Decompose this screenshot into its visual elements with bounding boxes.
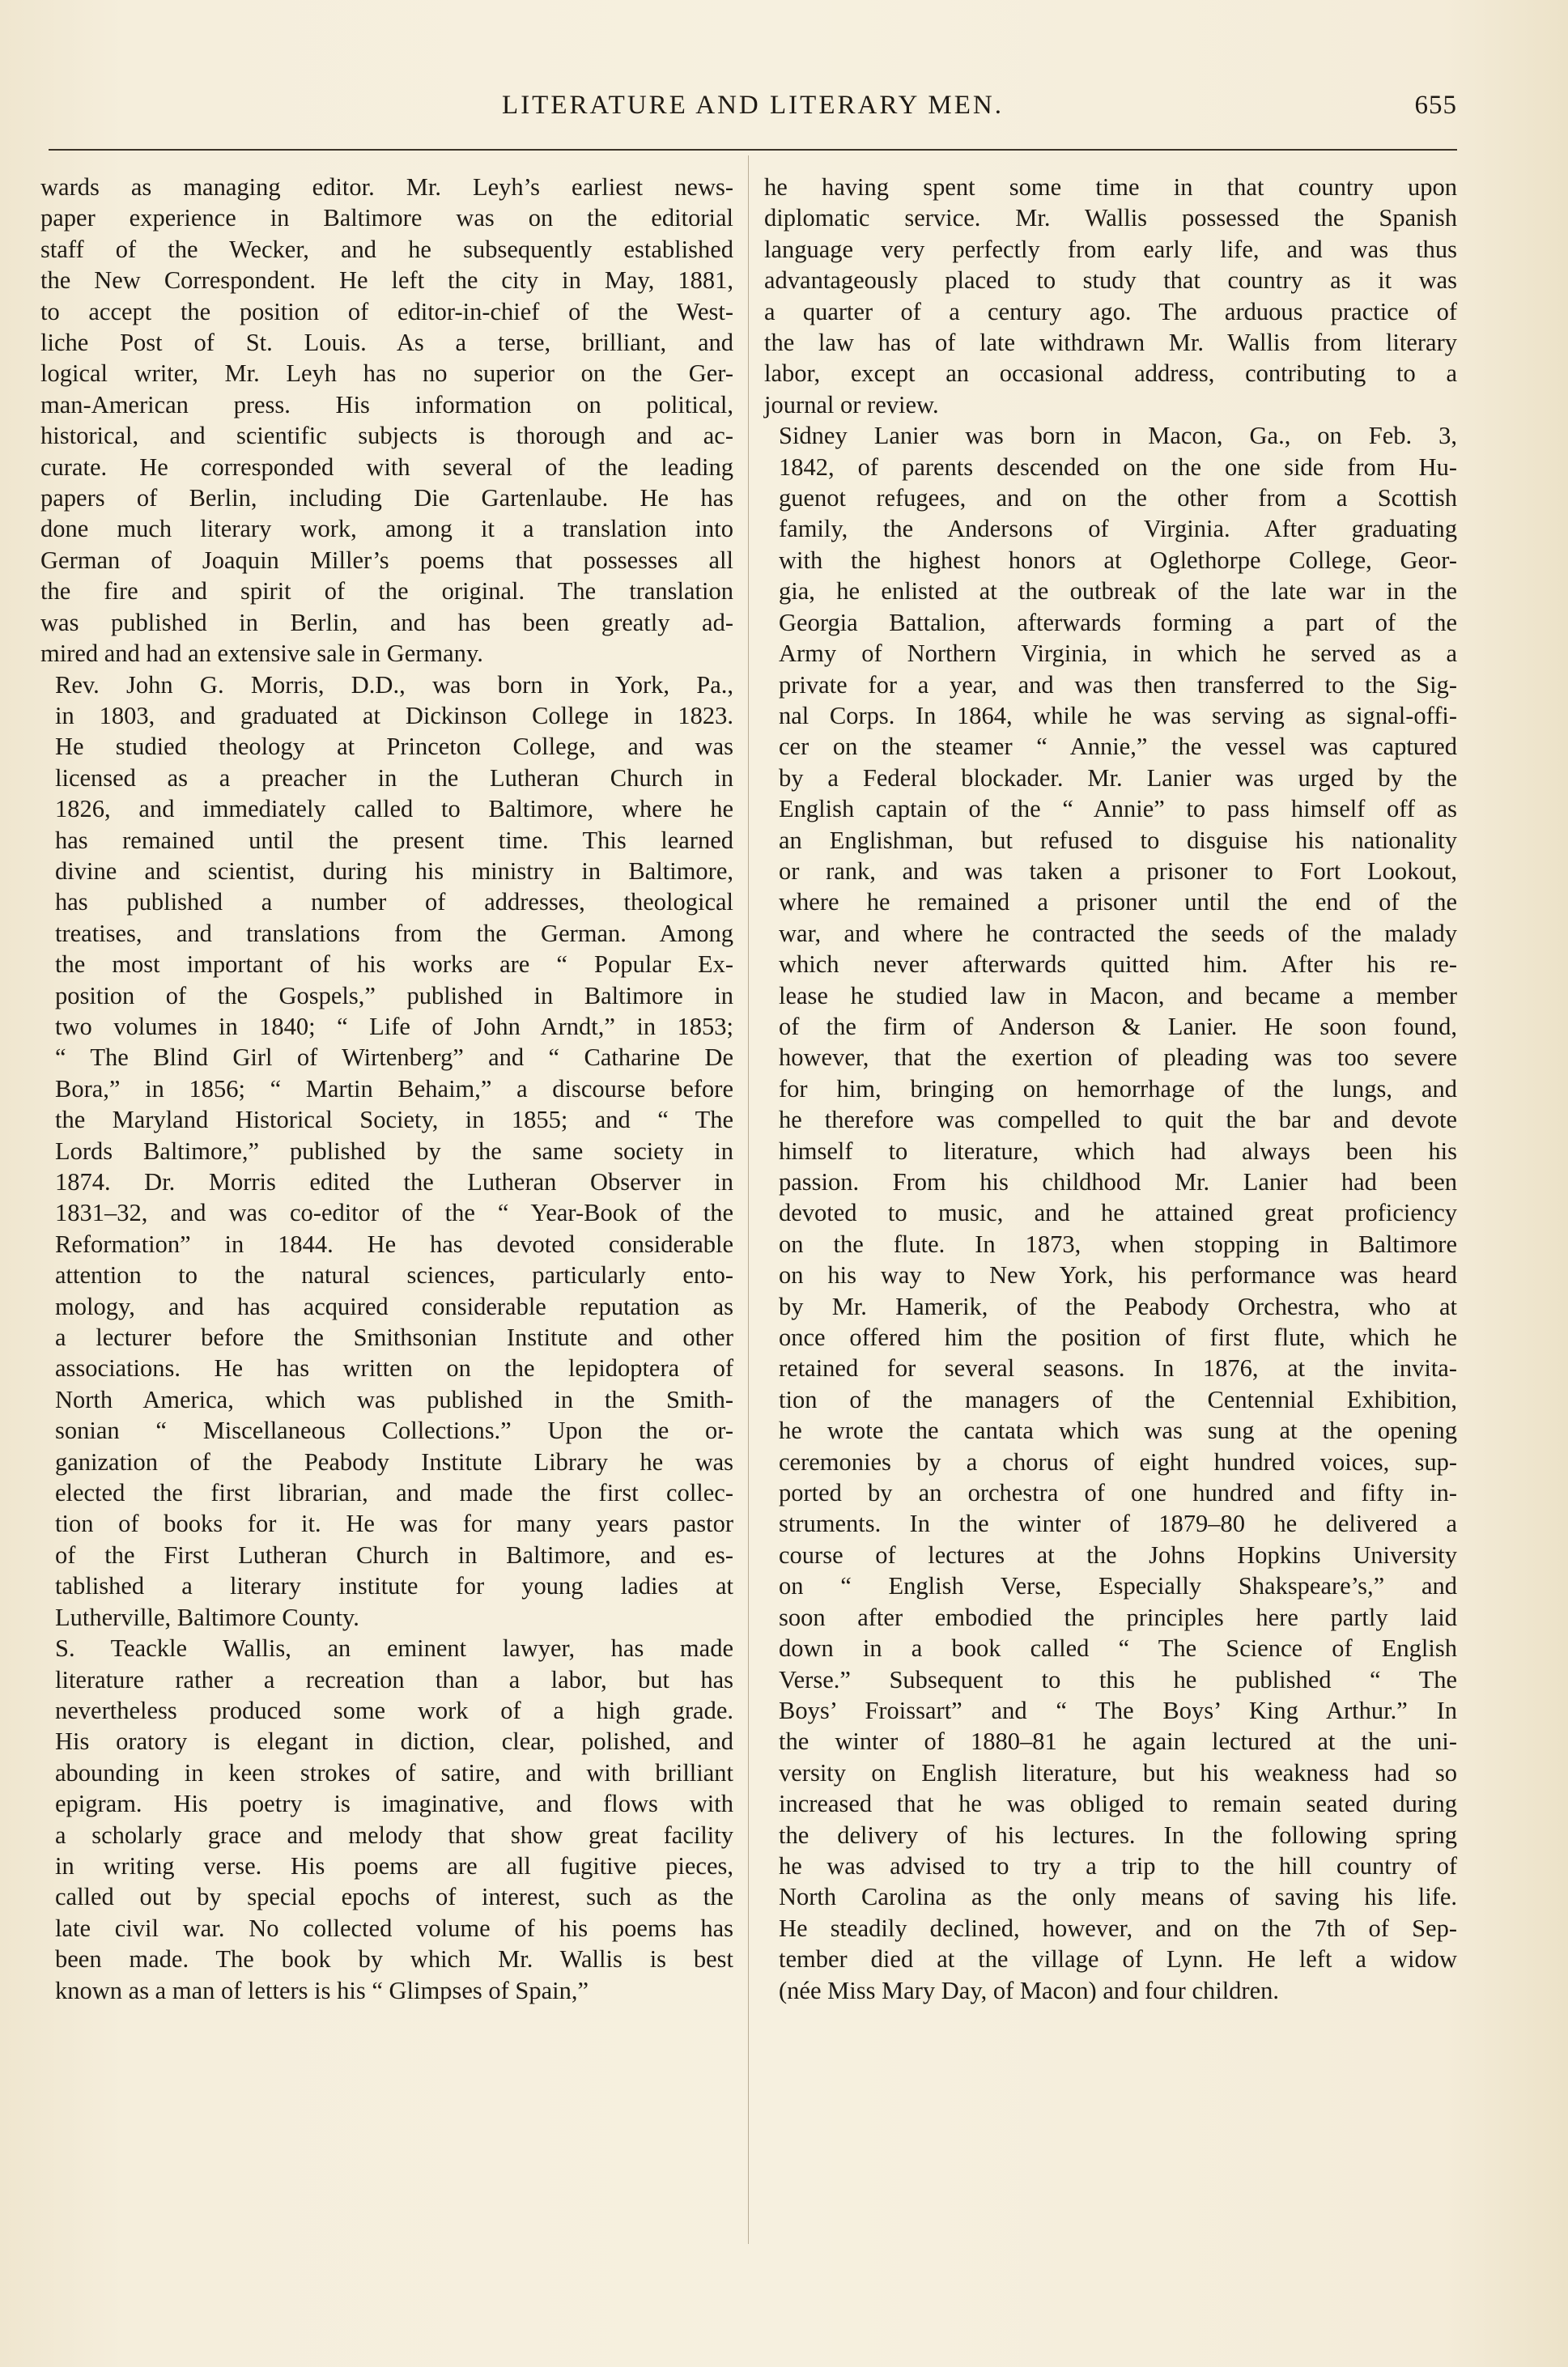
text-line: Boys’ Froissart” and “ The Boys’ King Arthur.” In	[779, 1696, 1457, 1724]
text-line: He studied theology at Princeton College, and was	[55, 733, 733, 761]
text-line: tablished a literary institute for young ladies at	[55, 1572, 733, 1600]
text-line: where he remained a prisoner until the end of the	[779, 888, 1457, 916]
text-line: gia, he enlisted at the outbreak of the late war in the	[779, 577, 1457, 606]
text-line: of the First Lutheran Church in Baltimore, and es-	[55, 1540, 733, 1569]
text-line: curate. He corresponded with several of the leading	[40, 453, 733, 481]
text-line: lease he studied law in Macon, and became a member	[779, 981, 1457, 1009]
text-line: family, the Andersons of Virginia. After graduating	[779, 515, 1457, 543]
header-rule	[49, 149, 1457, 151]
text-line: which never afterwards quitted him. After his re-	[779, 950, 1457, 979]
text-line: a scholarly grace and melody that show great facility	[55, 1821, 733, 1849]
text-line: language very perfectly from early life, and was thus	[764, 235, 1457, 263]
running-head-title: LITERATURE AND LITERARY MEN.	[502, 91, 1004, 120]
text-line: been made. The book by which Mr. Wallis is best	[55, 1945, 733, 1974]
paragraph	[40, 1633, 733, 2006]
text-line: he therefore was compelled to quit the bar and devote	[779, 1106, 1457, 1134]
paragraph	[40, 669, 733, 1634]
text-line: mired and had an extensive sale in Germany.	[40, 640, 483, 668]
text-line: ceremonies by a chorus of eight hundred voices, sup-	[779, 1447, 1457, 1476]
text-line: guenot refugees, and on the other from a Scottish	[779, 484, 1457, 512]
text-line: “ The Blind Girl of Wirtenberg” and “ Catharine De	[55, 1043, 733, 1072]
text-line: tion of the managers of the Centennial Exhibition,	[779, 1385, 1457, 1413]
text-line: historical, and scientific subjects is thorough and ac-	[40, 422, 733, 450]
text-line: private for a year, and was then transferred to the Sig-	[779, 670, 1457, 699]
running-head	[49, 87, 1457, 128]
text-line: ganization of the Peabody Institute Library he was	[55, 1447, 733, 1476]
text-line: done much literary work, among it a translation into	[40, 515, 733, 543]
text-line: down in a book called “ The Science of English	[779, 1634, 1457, 1663]
text-line: logical writer, Mr. Leyh has no superior on the Ger-	[40, 359, 733, 388]
text-line: divine and scientist, during his ministry in Baltimore,	[55, 856, 733, 885]
text-line: He steadily declined, however, and on the 7th of Sep-	[779, 1914, 1457, 1942]
text-line: Georgia Battalion, afterwards forming a part of the	[779, 608, 1457, 636]
text-line: Sidney Lanier was born in Macon, Ga., on Feb. 3,	[779, 422, 1457, 450]
text-line: devoted to music, and he attained great proficiency	[779, 1199, 1457, 1227]
text-line: two volumes in 1840; “ Life of John Arndt,” in 1853;	[55, 1012, 733, 1040]
text-line: he wrote the cantata which was sung at the opening	[779, 1417, 1457, 1445]
text-line: ported by an orchestra of one hundred and fifty in-	[779, 1479, 1457, 1507]
text-line: nevertheless produced some work of a high grade.	[55, 1696, 733, 1724]
text-line: however, that the exertion of pleading was too severe	[779, 1043, 1457, 1072]
text-line: has published a number of addresses, theological	[55, 888, 733, 916]
text-line: in 1803, and graduated at Dickinson College in 1823.	[55, 701, 733, 729]
text-line: tion of books for it. He was for many years pastor	[55, 1510, 733, 1538]
text-line: struments. In the winter of 1879–80 he delivered a	[779, 1510, 1457, 1538]
text-line: man-American press. His information on political,	[40, 390, 733, 419]
text-line: the winter of 1880–81 he again lectured at the uni-	[779, 1727, 1457, 1756]
text-line: nal Corps. In 1864, while he was serving as signal-offi-	[779, 701, 1457, 729]
text-line: attention to the natural sciences, particularly ento-	[55, 1261, 733, 1290]
text-line: on the flute. In 1873, when stopping in Baltimore	[779, 1230, 1457, 1258]
text-line: late civil war. No collected volume of his poems has	[55, 1914, 733, 1942]
text-line: war, and where he contracted the seeds of the malady	[779, 919, 1457, 947]
text-line: diplomatic service. Mr. Wallis possessed the Spanish	[764, 204, 1457, 232]
text-line: Reformation” in 1844. He has devoted considerable	[55, 1230, 733, 1258]
text-line: course of lectures at the Johns Hopkins University	[779, 1540, 1457, 1569]
text-line: paper experience in Baltimore was on the editorial	[40, 204, 733, 232]
text-line: Rev. John G. Morris, D.D., was born in York, Pa.,	[55, 670, 733, 699]
paragraph	[40, 172, 733, 669]
text-line: the Maryland Historical Society, in 1855; and “ The	[55, 1106, 733, 1134]
text-line: a lecturer before the Smithsonian Institute and other	[55, 1324, 733, 1352]
text-line: associations. He has written on the lepidoptera of	[55, 1354, 733, 1383]
text-line: the law has of late withdrawn Mr. Wallis from literary	[764, 329, 1457, 357]
text-line: he was advised to try a trip to the hill country of	[779, 1851, 1457, 1880]
text-line: to accept the position of editor-in-chief of the West-	[40, 297, 733, 325]
column-divider	[748, 155, 749, 2244]
text-line: by a Federal blockader. Mr. Lanier was urged by the	[779, 763, 1457, 792]
paragraph	[764, 420, 1457, 2006]
text-line: abounding in keen strokes of satire, and with brilliant	[55, 1758, 733, 1787]
text-line: has remained until the present time. This learned	[55, 826, 733, 854]
text-line: liche Post of St. Louis. As a terse, brilliant, and	[40, 329, 733, 357]
text-line: mology, and has acquired considerable reputation as	[55, 1292, 733, 1320]
text-line: elected the first librarian, and made the first collec-	[55, 1479, 733, 1507]
text-line: German of Joaquin Miller’s poems that possesses all	[40, 546, 733, 574]
text-line: Lutherville, Baltimore County.	[55, 1603, 359, 1631]
paragraph	[764, 172, 1457, 420]
text-line: Army of Northern Virginia, in which he served as a	[779, 640, 1457, 668]
text-line: North America, which was published in the Smith-	[55, 1385, 733, 1413]
text-line: journal or review.	[764, 390, 939, 419]
text-line: position of the Gospels,” published in Baltimore in	[55, 981, 733, 1009]
text-line: cer on the steamer “ Annie,” the vessel was captured	[779, 733, 1457, 761]
left-column	[40, 172, 733, 2006]
text-line: versity on English literature, but his weakness had so	[779, 1758, 1457, 1787]
text-line: the New Correspondent. He left the city in May, 1881,	[40, 266, 733, 295]
text-line: S. Teackle Wallis, an eminent lawyer, has made	[55, 1634, 733, 1663]
text-line: retained for several seasons. In 1876, at the invita-	[779, 1354, 1457, 1383]
text-line: increased that he was obliged to remain seated during	[779, 1790, 1457, 1818]
text-line: the most important of his works are “ Popular Ex-	[55, 950, 733, 979]
text-line: Lords Baltimore,” published by the same society in	[55, 1137, 733, 1165]
text-line: for him, bringing on hemorrhage of the lungs, and	[779, 1074, 1457, 1103]
text-line: (née Miss Mary Day, of Macon) and four children.	[779, 1976, 1279, 2004]
text-line: literature rather a recreation than a labor, but has	[55, 1665, 733, 1693]
text-line: called out by special epochs of interest, such as the	[55, 1883, 733, 1911]
text-line: on his way to New York, his performance was heard	[779, 1261, 1457, 1290]
text-line: 1831–32, and was co-editor of the “ Year-Book of the	[55, 1199, 733, 1227]
text-line: the delivery of his lectures. In the following spring	[779, 1821, 1457, 1849]
right-column	[764, 172, 1457, 2006]
page-number: 655	[1414, 91, 1457, 120]
text-line: His oratory is elegant in diction, clear, polished, and	[55, 1727, 733, 1756]
text-line: wards as managing editor. Mr. Leyh’s earliest news-	[40, 173, 733, 201]
text-line: labor, except an occasional address, contributing to a	[764, 359, 1457, 388]
text-line: known as a man of letters is his “ Glimpses of Spain,”	[55, 1976, 589, 2004]
text-line: epigram. His poetry is imaginative, and flows with	[55, 1790, 733, 1818]
text-line: treatises, and translations from the German. Among	[55, 919, 733, 947]
text-line: the fire and spirit of the original. The translation	[40, 577, 733, 606]
text-line: 1842, of parents descended on the one side from Hu-	[779, 453, 1457, 481]
text-line: licensed as a preacher in the Lutheran Church in	[55, 763, 733, 792]
text-line: papers of Berlin, including Die Gartenlaube. He has	[40, 484, 733, 512]
text-line: English captain of the “ Annie” to pass himself off as	[779, 795, 1457, 823]
text-line: Bora,” in 1856; “ Martin Behaim,” a discourse before	[55, 1074, 733, 1103]
text-line: by Mr. Hamerik, of the Peabody Orchestra, who at	[779, 1292, 1457, 1320]
text-line: soon after embodied the principles here partly laid	[779, 1603, 1457, 1631]
text-line: himself to literature, which had always been his	[779, 1137, 1457, 1165]
text-line: he having spent some time in that country upon	[764, 173, 1457, 201]
text-line: of the firm of Anderson & Lanier. He soon found,	[779, 1012, 1457, 1040]
text-line: a quarter of a century ago. The arduous practice of	[764, 297, 1457, 325]
text-line: was published in Berlin, and has been greatly ad-	[40, 608, 733, 636]
text-line: tember died at the village of Lynn. He left a widow	[779, 1945, 1457, 1974]
text-line: once offered him the position of first flute, which he	[779, 1324, 1457, 1352]
text-line: 1826, and immediately called to Baltimore, where he	[55, 795, 733, 823]
text-line: sonian “ Miscellaneous Collections.” Upon the or-	[55, 1417, 733, 1445]
text-line: on “ English Verse, Especially Shakspeare’s,” and	[779, 1572, 1457, 1600]
text-line: Verse.” Subsequent to this he published “ The	[779, 1665, 1457, 1693]
text-line: advantageously placed to study that country as it was	[764, 266, 1457, 295]
text-line: staff of the Wecker, and he subsequently established	[40, 235, 733, 263]
text-line: passion. From his childhood Mr. Lanier had been	[779, 1168, 1457, 1196]
text-line: 1874. Dr. Morris edited the Lutheran Observer in	[55, 1168, 733, 1196]
text-line: an Englishman, but refused to disguise his nationality	[779, 826, 1457, 854]
text-line: in writing verse. His poems are all fugitive pieces,	[55, 1851, 733, 1880]
text-line: North Carolina as the only means of saving his life.	[779, 1883, 1457, 1911]
text-line: or rank, and was taken a prisoner to Fort Lookout,	[779, 856, 1457, 885]
text-line: with the highest honors at Oglethorpe College, Geor-	[779, 546, 1457, 574]
